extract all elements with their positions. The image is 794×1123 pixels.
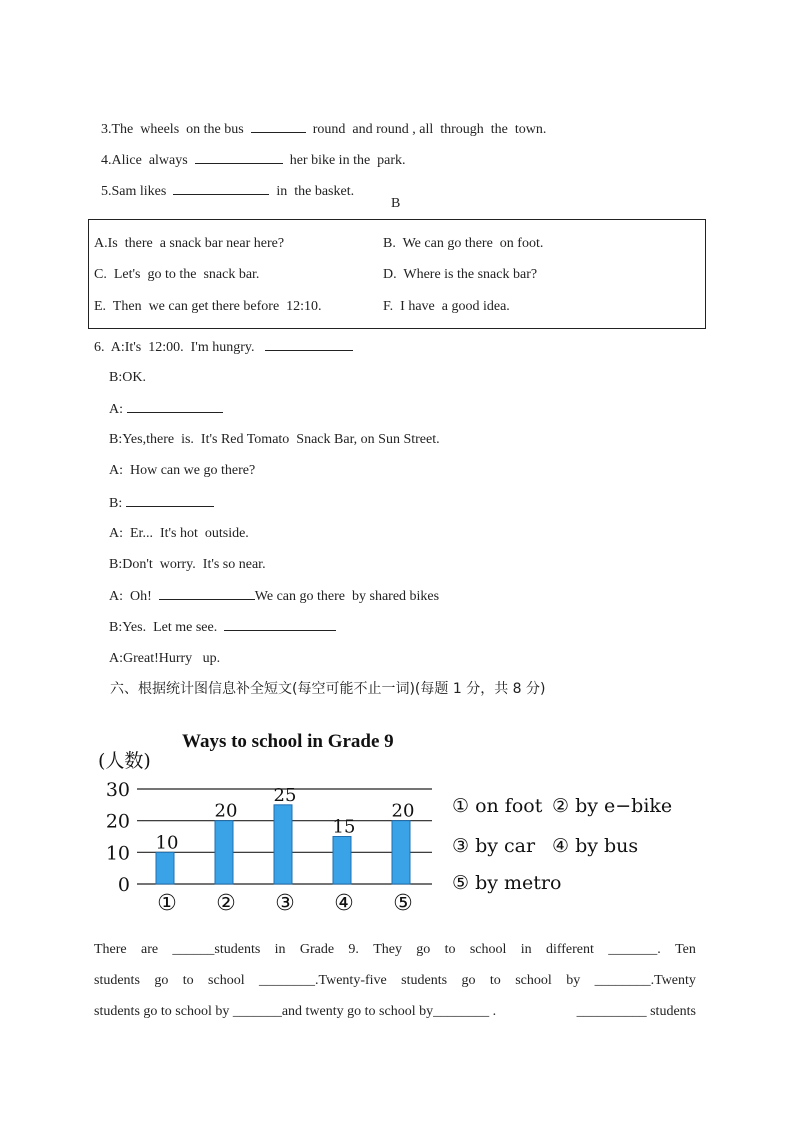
passage-word: different (545, 942, 594, 957)
passage-word[interactable]: ______students (172, 942, 261, 957)
option-c: C. Let's go to the snack bar. (94, 267, 260, 282)
passage-word: in (520, 942, 532, 957)
passage-word[interactable]: _______. (608, 942, 661, 957)
passage-word: to (489, 973, 501, 988)
passage-word: to (182, 973, 194, 988)
section-b-heading: B (391, 196, 401, 211)
passage-line-2 (94, 972, 696, 990)
category-label: ⑤ (393, 891, 413, 916)
legend-entry: ② by e−bike (552, 795, 673, 817)
bar-value-label: 15 (332, 816, 356, 838)
passage-word[interactable]: ________.Twenty (594, 973, 696, 988)
option-d: D. Where is the snack bar? (383, 267, 538, 282)
question-5 (94, 164, 354, 201)
dialogue-blank[interactable] (224, 618, 336, 631)
category-label: ④ (334, 891, 354, 916)
bar-value-label: 25 (273, 784, 297, 806)
category-label: ② (216, 891, 236, 916)
dialogue-blank[interactable] (127, 400, 223, 413)
passage-word: school (469, 942, 507, 957)
chart-legend (452, 795, 672, 894)
passage-word: by (566, 973, 581, 988)
dialogue-line: B:OK. (109, 370, 146, 385)
passage-word: students (401, 973, 448, 988)
bar (274, 805, 292, 884)
dialogue-text: B:Yes. Let me see. (109, 620, 225, 635)
dialogue-line (94, 338, 353, 357)
option-e: E. Then we can get there before 12:10. (94, 299, 322, 314)
bar-value-label: 20 (391, 800, 415, 822)
bar (333, 837, 351, 885)
passage-word: go (154, 973, 169, 988)
passage-word: There (94, 942, 127, 957)
passage-word: go (416, 942, 431, 957)
passage-word: go (461, 973, 476, 988)
dialogue-blank[interactable] (159, 587, 255, 600)
question-4-text-end: her bike in the park. (282, 153, 406, 168)
passage-word: Ten (675, 942, 696, 957)
bar-value-label: 10 (155, 832, 179, 854)
dialogue-line: A:Great!Hurry up. (109, 651, 221, 666)
chart-bars (156, 785, 415, 884)
dialogue-blank[interactable] (265, 338, 353, 351)
chart-title: Ways to school in Grade 9 (182, 731, 394, 752)
legend-entry: ① on foot (452, 795, 543, 817)
passage-word: are (140, 942, 159, 957)
category-label: ① (157, 891, 177, 916)
passage-word[interactable]: __________ students (576, 1004, 696, 1019)
passage-word: to (444, 942, 456, 957)
passage-line-1 (94, 941, 696, 959)
answer-blank-3[interactable] (251, 120, 306, 133)
passage-word: school (208, 973, 245, 988)
bar (215, 821, 233, 884)
option-a: A.Is there a snack bar near here? (94, 236, 285, 251)
passage-word[interactable]: ________.Twenty-five (259, 973, 387, 988)
passage-word: They (373, 942, 402, 957)
dialogue-line (109, 494, 214, 513)
y-tick-label: 0 (117, 874, 130, 896)
dialogue-text-end: We can go there by shared bikes (254, 589, 440, 604)
y-tick-label: 10 (105, 842, 130, 865)
category-label: ③ (275, 891, 295, 916)
answer-blank-5[interactable] (173, 182, 269, 195)
legend-entry: ④ by bus (552, 835, 639, 857)
chart-ylabel: (人数) (98, 750, 151, 772)
options-box (88, 219, 706, 329)
option-b: B. We can go there on foot. (383, 236, 544, 251)
passage-word[interactable]: students go to school by _______and twenty go to school by________ . (94, 1004, 497, 1019)
y-tick-label: 30 (105, 779, 130, 801)
passage-word: in (274, 942, 286, 957)
dialogue-line (109, 587, 439, 606)
question-3-text-end: round and round , all through the town. (305, 122, 547, 137)
legend-entry: ③ by car (452, 835, 536, 857)
dialogue-text: A: (109, 402, 127, 417)
y-tick-label: 20 (105, 810, 130, 833)
dialogue-line (109, 400, 223, 419)
dialogue-line (109, 618, 336, 637)
section-6-heading: 六、根据统计图信息补全短文(每空可能不止一词)(每题 1 分，共 8 分) (110, 681, 546, 697)
bar-chart (92, 722, 682, 922)
dialogue-line: A: Er... It's hot outside. (109, 526, 249, 541)
dialogue-text: B: (109, 496, 126, 511)
chart-categories (157, 891, 413, 916)
bar-value-label: 20 (214, 800, 238, 822)
question-3-text: 3.The wheels on the bus (101, 122, 251, 137)
question-5-text-end: in the basket. (269, 184, 355, 199)
dialogue-text: A: Oh! (109, 589, 159, 604)
legend-entry: ⑤ by metro (452, 872, 562, 894)
dialogue-line: A: How can we go there? (109, 463, 256, 478)
question-4-text: 4.Alice always (101, 153, 195, 168)
dialogue-blank[interactable] (126, 494, 214, 507)
dialogue-line: B:Don't worry. It's so near. (109, 557, 266, 572)
bar (156, 852, 174, 884)
passage-word: students (94, 973, 140, 988)
question-5-text: 5.Sam likes (101, 184, 174, 199)
option-f: F. I have a good idea. (383, 299, 510, 314)
chart-y-ticks (106, 779, 130, 896)
passage-line-3 (94, 1003, 696, 1021)
dialogue-text: 6. A:It's 12:00. I'm hungry. (94, 340, 265, 355)
dialogue-line: B:Yes,there is. It's Red Tomato Snack Bar, on Sun Street. (109, 432, 440, 447)
passage-word: school (515, 973, 552, 988)
passage-word: 9. (348, 942, 359, 957)
passage-word: Grade (299, 942, 335, 957)
answer-blank-4[interactable] (195, 151, 283, 164)
bar (392, 821, 410, 884)
